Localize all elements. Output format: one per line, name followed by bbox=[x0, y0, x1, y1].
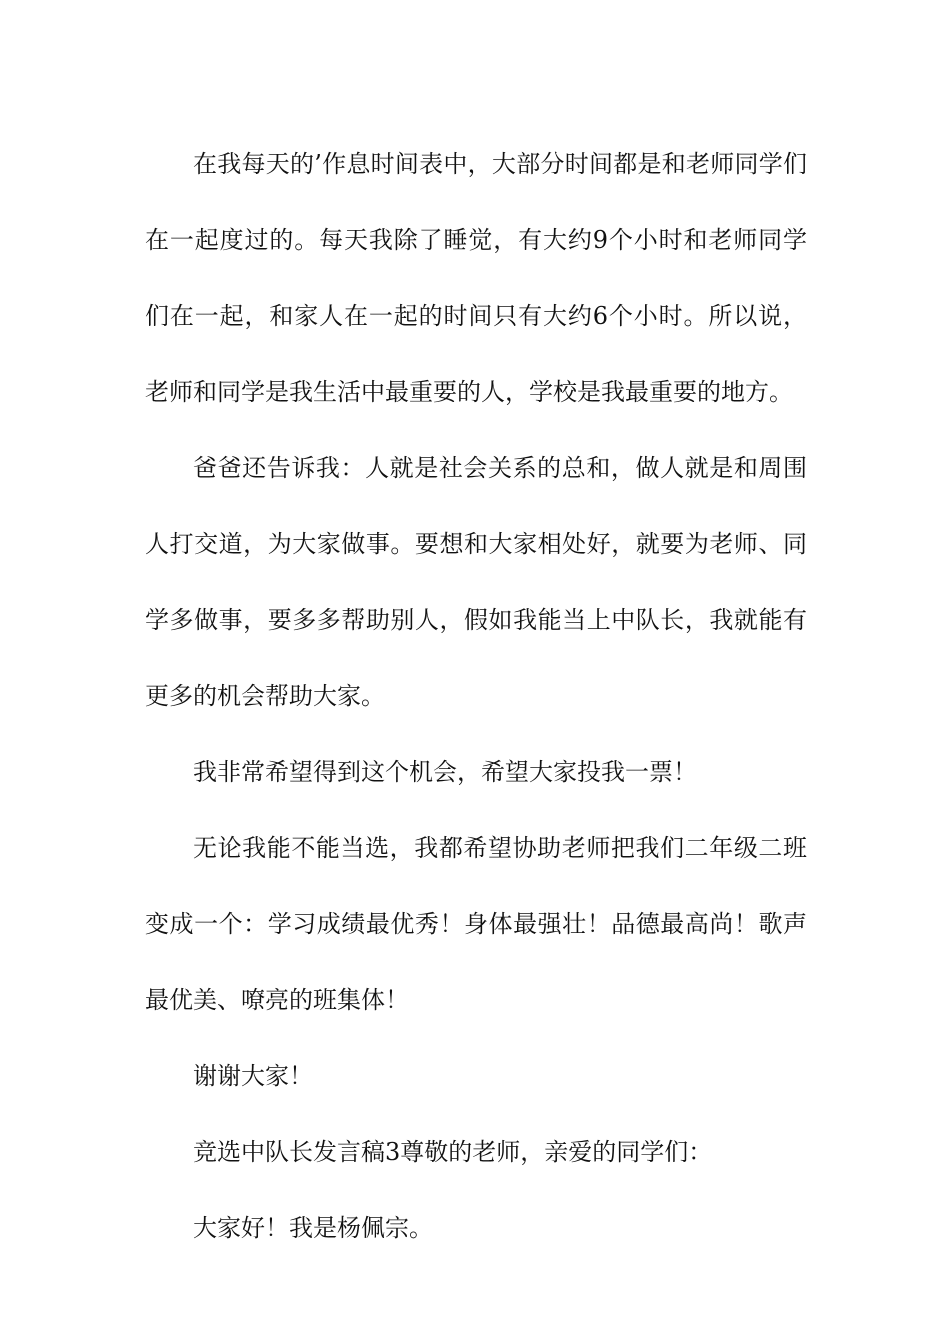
paragraph-7: 大家好！我是杨佩宗。 bbox=[193, 1214, 433, 1242]
paragraph-3: 我非常希望得到这个机会，希望大家投我一票！ bbox=[193, 758, 697, 786]
paragraph-4: 无论我能不能当选，我都希望协助老师把我们二年级二班变成一个：学习成绩最优秀！身体最强壮！品德最高尚！歌声最优美、嘹亮的班集体！ bbox=[145, 834, 807, 1014]
paragraph-6: 竞选中队长发言稿3尊敬的老师，亲爱的同学们： bbox=[193, 1138, 713, 1166]
paragraph-5: 谢谢大家！ bbox=[193, 1062, 313, 1090]
document-body bbox=[145, 126, 807, 1266]
paragraph-1: 在我每天的’作息时间表中，大部分时间都是和老师同学们在一起度过的。每天我除了睡觉，有大约9个小时和老师同学们在一起，和家人在一起的时间只有大约6个小时。所以说，老师和同学是我生活中最重要的人，学校是我最重要的地方。 bbox=[145, 150, 807, 406]
paragraph-2: 爸爸还告诉我：人就是社会关系的总和，做人就是和周围人打交道，为大家做事。要想和大家相处好，就要为老师、同学多做事，要多多帮助别人，假如我能当上中队长，我就能有更多的机会帮助大家。 bbox=[145, 454, 807, 710]
